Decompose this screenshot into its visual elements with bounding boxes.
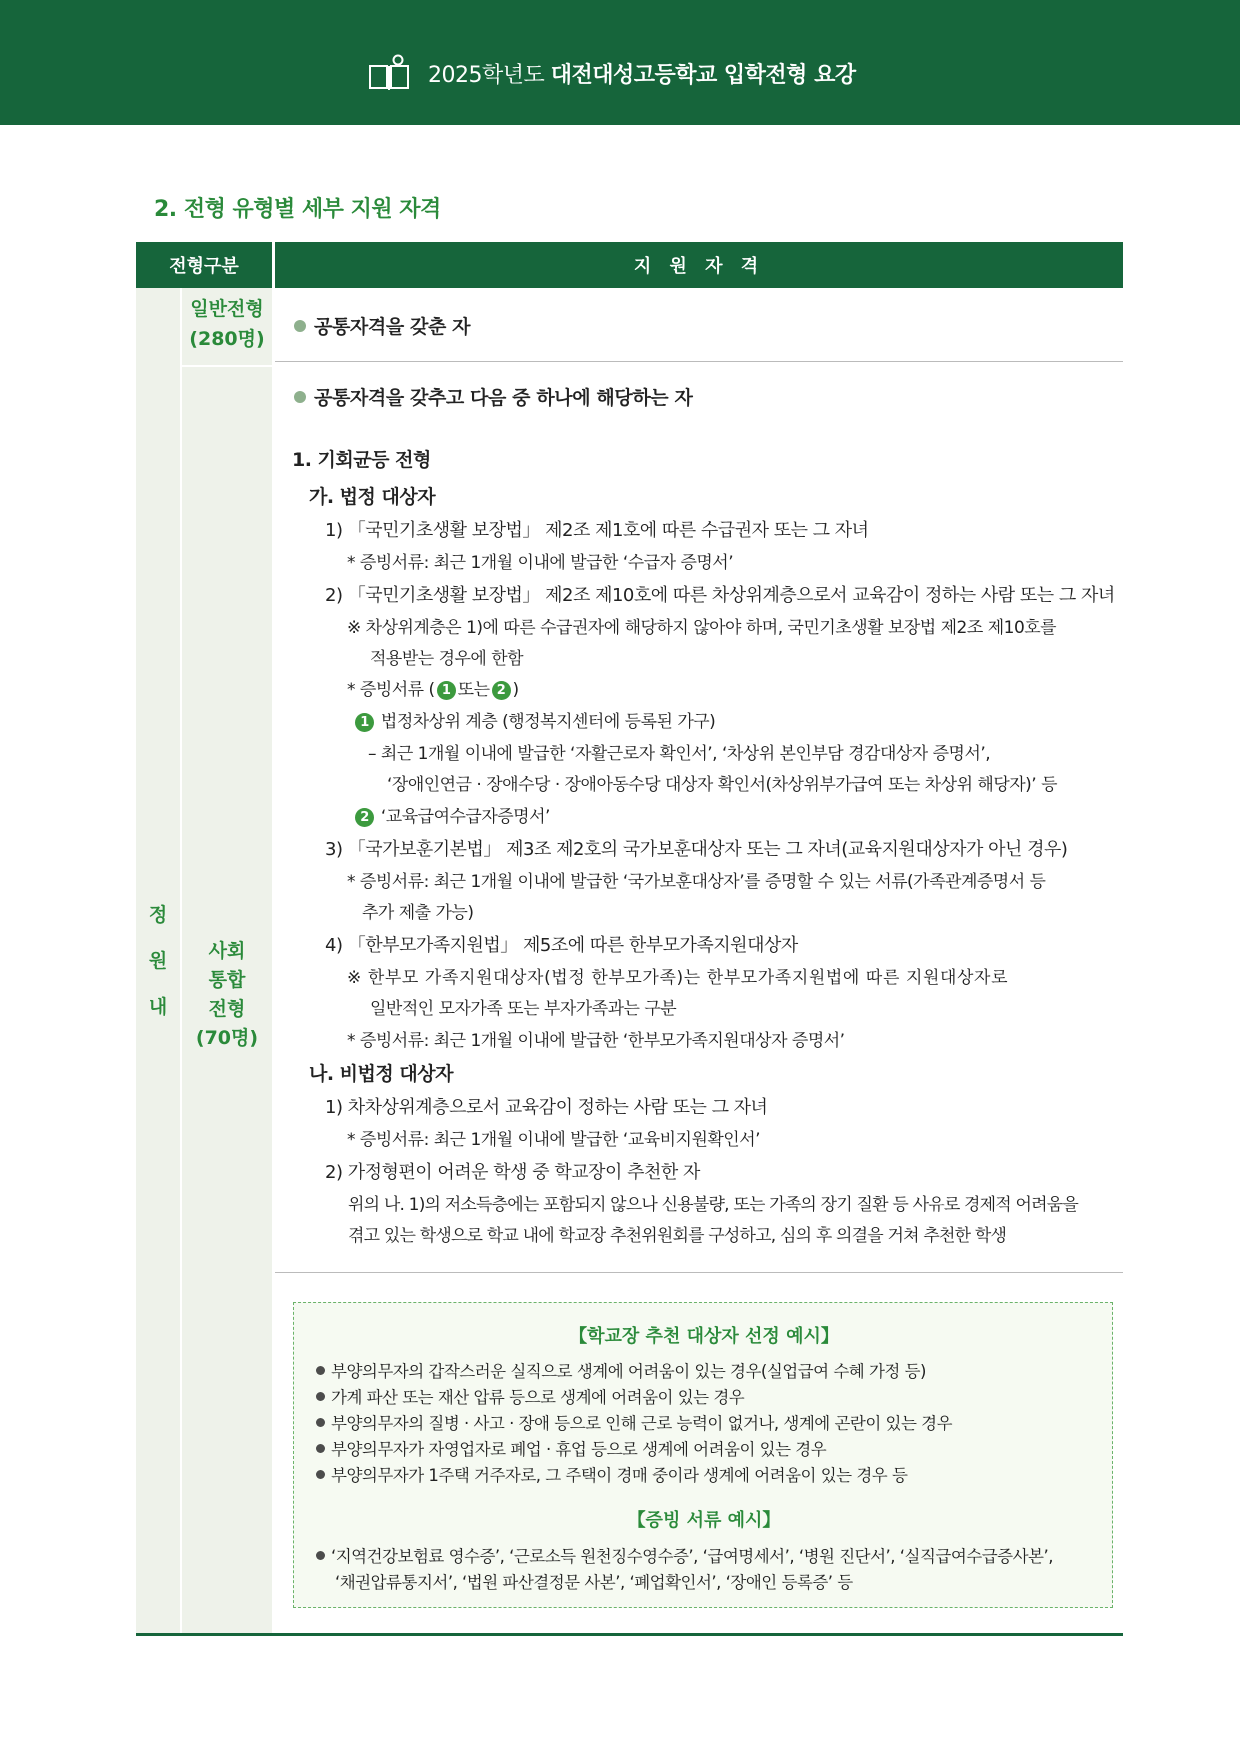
note-4a: ※ 한부모 가족지원대상자(법정 한부모가족)는 한부모가족지원법에 따른 지원대상자로 bbox=[347, 968, 1009, 988]
bullet-icon bbox=[316, 1551, 325, 1560]
header-title-group bbox=[368, 54, 856, 92]
row-divider bbox=[275, 1272, 1123, 1273]
example-item bbox=[316, 1384, 744, 1408]
evidence-2 bbox=[347, 675, 519, 700]
example-item-text: 부양의무자의 갑작스러운 실직으로 생계에 어려움이 있는 경우(실업급여 수혜 가정 등) bbox=[331, 1362, 926, 1381]
bullet-icon bbox=[316, 1392, 325, 1401]
description-n2: 위의 나. 1)의 저소득층에는 포함되지 않으나 신용불량, 또는 가족의 장기 질환 등 사유로 경제적 어려움을 bbox=[348, 1195, 1079, 1215]
example-item bbox=[316, 1436, 826, 1460]
evidence-2-or: 또는 bbox=[457, 680, 490, 700]
example-title-evidence: 【증빙 서류 예시】 bbox=[627, 1510, 781, 1531]
heading-legal: 가. 법정 대상자 bbox=[309, 486, 436, 508]
book-reader-icon bbox=[368, 54, 410, 92]
example-title-recommend: 【학교장 추천 대상자 선정 예시】 bbox=[569, 1326, 839, 1347]
description-n2-cont: 겪고 있는 학생으로 학교 내에 학교장 추천위원회를 구성하고, 심의 후 의결을 거쳐 추천한 학생 bbox=[348, 1226, 1007, 1246]
example-item-text: 부양의무자의 질병 · 사고 · 장애 등으로 인해 근로 능력이 없거나, 생계에 곤란이 있는 경우 bbox=[331, 1414, 953, 1433]
evidence-2-option-1-detail: ‘장애인연금 · 장애수당 · 장애아동수당 대상자 확인서(차상위부가급여 또는 차상위 해당자)’ 등 bbox=[387, 775, 1058, 795]
category-social-name: 사회 bbox=[208, 940, 246, 962]
evidence-2-option-2-text: ‘교육급여수급자증명서’ bbox=[380, 807, 550, 827]
social-intro-text: 공통자격을 갖추고 다음 중 하나에 해당하는 자 bbox=[314, 387, 693, 409]
example-item bbox=[316, 1358, 926, 1382]
social-intro bbox=[294, 383, 692, 410]
quota-label-char: 내 bbox=[148, 996, 168, 1018]
table-bottom-rule bbox=[136, 1633, 1123, 1636]
category-social-count: (70명) bbox=[195, 1027, 259, 1049]
evidence-2-option-1 bbox=[353, 707, 715, 732]
example-item bbox=[316, 1462, 907, 1486]
evidence-4: * 증빙서류: 최근 1개월 이내에 발급한 ‘한부모가족지원대상자 증명서’ bbox=[347, 1031, 845, 1051]
number-badge-1: 1 bbox=[437, 681, 456, 700]
number-badge-2: 2 bbox=[355, 808, 374, 827]
heading-non-legal: 나. 비법정 대상자 bbox=[309, 1063, 453, 1085]
quota-label-char: 정 bbox=[148, 904, 168, 926]
header-school: 대전대성고등학교 입학전형 요강 bbox=[550, 62, 856, 88]
bullet-icon bbox=[316, 1418, 325, 1427]
evidence-2-option-1-detail: – 최근 1개월 이내에 발급한 ‘자활근로자 확인서’, ‘차상위 본인부담 경감대상자 증명서’, bbox=[368, 744, 991, 764]
bullet-icon bbox=[294, 391, 306, 403]
heading-opportunity: 1. 기회균등 전형 bbox=[292, 449, 431, 471]
example-item-text: 부양의무자가 자영업자로 폐업 · 휴업 등으로 생계에 어려움이 있는 경우 bbox=[331, 1440, 827, 1459]
evidence-3: * 증빙서류: 최근 1개월 이내에 발급한 ‘국가보훈대상자’를 증명할 수 있는 서류(가족관계증명서 등 bbox=[347, 872, 1046, 892]
category-social bbox=[182, 937, 272, 1053]
note-4b: 일반적인 모자가족 또는 부자가족과는 구분 bbox=[370, 999, 677, 1019]
column-divider bbox=[272, 288, 275, 1633]
example-item bbox=[316, 1410, 952, 1434]
quota-label-char: 원 bbox=[148, 950, 168, 972]
bullet-icon bbox=[316, 1470, 325, 1479]
category-general-count: (280명) bbox=[189, 328, 265, 350]
table-head-qualification: 지 원 자 격 bbox=[275, 242, 1123, 288]
header-title bbox=[428, 58, 856, 89]
evidence-2-prefix: * 증빙서류 ( bbox=[347, 680, 435, 700]
evidence-1: * 증빙서류: 최근 1개월 이내에 발급한 ‘수급자 증명서’ bbox=[347, 553, 734, 573]
general-qualification-text: 공통자격을 갖춘 자 bbox=[314, 316, 471, 338]
evidence-example-item bbox=[335, 1569, 853, 1593]
bullet-icon bbox=[316, 1444, 325, 1453]
header-band bbox=[0, 0, 1240, 125]
category-social-name: 통합 bbox=[208, 969, 246, 991]
evidence-2-option-1-text: 법정차상위 계층 (행정복지센터에 등록된 가구) bbox=[380, 712, 716, 732]
bullet-icon bbox=[294, 320, 306, 332]
section-title: 2. 전형 유형별 세부 지원 자격 bbox=[154, 197, 441, 222]
item-n2: 2) 가정형편이 어려운 학생 중 학교장이 추천한 자 bbox=[325, 1162, 700, 1183]
table-head-category: 전형구분 bbox=[136, 242, 272, 288]
evidence-example-item bbox=[316, 1543, 1053, 1567]
header-year: 2025학년도 bbox=[428, 62, 551, 88]
category-social-name: 전형 bbox=[208, 998, 246, 1020]
inner-column-divider bbox=[182, 365, 272, 367]
evidence-n1: * 증빙서류: 최근 1개월 이내에 발급한 ‘교육비지원확인서’ bbox=[347, 1130, 761, 1150]
item-4: 4) 「한부모가족지원법」 제5조에 따른 한부모가족지원대상자 bbox=[325, 935, 798, 956]
evidence-2-suffix: ) bbox=[512, 680, 519, 700]
item-n1: 1) 차차상위계층으로서 교육감이 정하는 사람 또는 그 자녀 bbox=[325, 1097, 768, 1118]
example-item-text: 부양의무자가 1주택 거주자로, 그 주택이 경매 중이라 생계에 어려움이 있는 경우 등 bbox=[331, 1466, 908, 1485]
number-badge-2: 2 bbox=[492, 681, 511, 700]
qualification-table bbox=[136, 242, 1123, 1635]
example-item-text: 가계 파산 또는 재산 압류 등으로 생계에 어려움이 있는 경우 bbox=[331, 1388, 745, 1407]
evidence-2-option-2 bbox=[353, 802, 550, 827]
bullet-icon bbox=[316, 1366, 325, 1375]
note-2b: 적용받는 경우에 한함 bbox=[370, 649, 524, 669]
row-divider bbox=[275, 361, 1123, 362]
item-1: 1) 「국민기초생활 보장법」 제2조 제1호에 따른 수급권자 또는 그 자녀 bbox=[325, 520, 869, 541]
evidence-example-text: ‘지역건강보험료 영수증’, ‘근로소득 원천징수영수증’, ‘급여명세서’, ‘병원 진단서’, ‘실직급여수급증사본’, bbox=[331, 1547, 1053, 1566]
category-general-name: 일반전형 bbox=[190, 298, 264, 320]
number-badge-1: 1 bbox=[355, 713, 374, 732]
general-qualification bbox=[294, 312, 470, 339]
note-2a: ※ 차상위계층은 1)에 따른 수급권자에 해당하지 않아야 하며, 국민기초생활 보장법 제2조 제10호를 bbox=[347, 618, 1057, 638]
evidence-example-text: ‘채권압류통지서’, ‘법원 파산결정문 사본’, ‘폐업확인서’, ‘장애인 등록증’ 등 bbox=[335, 1573, 853, 1592]
item-2: 2) 「국민기초생활 보장법」 제2조 제10호에 따른 차상위계층으로서 교육감이 정하는 사람 또는 그 자녀 bbox=[325, 585, 1115, 606]
example-box bbox=[293, 1302, 1113, 1608]
item-3: 3) 「국가보훈기본법」 제3조 제2호의 국가보훈대상자 또는 그 자녀(교육지원대상자가 아닌 경우) bbox=[325, 839, 1068, 860]
quota-label bbox=[136, 892, 180, 1030]
evidence-3-cont: 추가 제출 가능) bbox=[362, 903, 474, 923]
category-general bbox=[182, 294, 272, 354]
